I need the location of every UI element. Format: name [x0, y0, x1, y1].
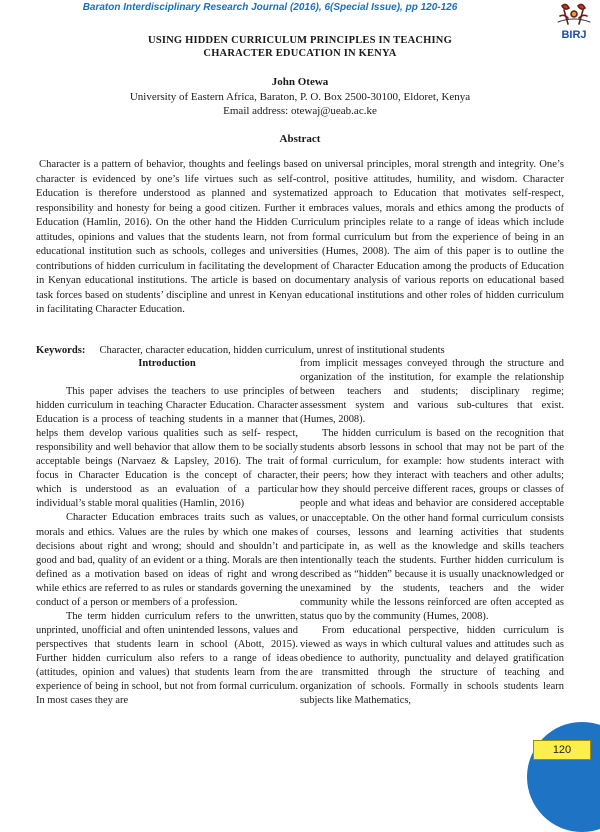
page-number: 120	[533, 740, 591, 760]
introduction-heading: Introduction	[138, 358, 196, 369]
left-column	[36, 357, 298, 708]
author-name: John Otewa	[271, 76, 329, 88]
left-paragraph-1: This paper advises the teachers to use principles of hidden curriculum in teaching Character Education. Character Education is a process of teaching students in a manner that helps them develop various qualities such as self- respect, responsibility and well behavior that allow them to be socially acceptable beings (Narvaez & Lapsley, 2016). The trait of focus in Character Education is the concept of character, which is understood as an evaluation of a particular individual’s stable moral qualities (Hamlin, 2016)	[36, 386, 298, 510]
title-line-1: USING HIDDEN CURRICULUM PRINCIPLES IN TEACHING	[148, 35, 452, 46]
author-email: Email address: otewaj@ueab.ac.ke	[223, 105, 377, 117]
title-line-2: CHARACTER EDUCATION IN KENYA	[203, 48, 397, 59]
article-title	[0, 34, 600, 60]
abstract-heading: Abstract	[279, 133, 321, 145]
keywords-text: Character, character education, hidden curriculum, unrest of institutional students	[99, 345, 445, 356]
right-paragraph-1: from implicit messages conveyed through the structure and organization of the institution, for example the relationship between teachers and students; disciplinary regime; assessment system and various sub-cultures that exist. (Humes, 2008).	[300, 358, 564, 426]
author-affiliation-block	[0, 90, 600, 118]
left-paragraph-3: The term hidden curriculum refers to the unwritten, unprinted, unofficial and often unintended lessons, values and perspectives that students learn in school (Abott, 2015). Further hidden curriculum also refers to a range of ideas (attitudes, opinion and values) that students learn from the experience of being in school, but not from formal curriculum. In most cases they are	[36, 610, 298, 707]
right-paragraph-3: From educational perspective, hidden curriculum is viewed as ways in which cultural values and attitudes such as obedience to authority, punctuality and delayed gratification are transmitted through the structure of teaching and organization of schools. Formally in schools students learn subjects like Mathematics,	[300, 624, 564, 707]
author-affiliation: University of Eastern Africa, Baraton, P. O. Box 2500-30100, Eldoret, Kenya	[129, 91, 471, 103]
keywords-line	[36, 344, 576, 358]
right-column	[300, 357, 564, 708]
svg-text:BIRJ: BIRJ	[561, 29, 587, 41]
journal-citation-header: Baraton Interdisciplinary Research Journal (2016), 6(Special Issue), pp 120-126	[82, 2, 458, 13]
keywords-label: Keywords:	[36, 345, 86, 356]
left-paragraph-2: Character Education embraces traits such as values, morals and ethics. Values are the rules by which one makes decisions about right and wrong; should and shouldn’t and good and bad, quality of an evident or a thing. Morals are then defined as a motivation based on ideas of right and wrong while ethics are referred to as rules or standards governing the conduct of a person or members of a profession.	[36, 512, 298, 608]
corner-decoration	[527, 722, 600, 832]
abstract-text: Character is a pattern of behavior, thoughts and feelings based on universal principles, moral strength and integrity. One’s character is evidenced by one’s life virtues such as self-control, positive attitudes, humility, and wisdom. Character Education is therefore understood as planned and systematized approach to Education that motivates self-respect, responsibility and honesty for being a good citizen. Further it embraces values, morals and ethics among the products of Education (Hamlin, 2016). On the other hand the Hidden Curriculum principles relate to a range of ideas which include attitudes, opinions and values that the students learn, not from formal curriculum but from the experience of being in an educational institution such as schools, colleges and universities (Humes, 2008). The aim of this paper is to outline the contributions of hidden curriculum in facilitating the development of Character Education among the products of Education in Kenyan educational institutions. The article is based on documentary analysis of various reports on educational based task forces based on students’ discipline and unrest in Kenyan educational institutions and other roles of hidden curriculum in facilitating Character Education.	[36, 159, 564, 315]
right-paragraph-2: The hidden curriculum is based on the recognition that students absorb lessons in school that may not be part of the formal curriculum, for example: how students interact with their peers; how they interact with teachers and other adults; how they should perceive different races, groups or classes of people and what ideas and behavior are considered acceptable or unacceptable. On the other hand formal curriculum consists of courses, lessons and learning activities that students participate in, as well as the knowledge and skills teachers intentionally teach the students. Further hidden curriculum is described as “hidden” because it is usually unacknowledged or unexamined by the students, teachers and the wider community while the lessons reinforced are often accepted as status quo by the community (Humes, 2008).	[300, 428, 564, 622]
